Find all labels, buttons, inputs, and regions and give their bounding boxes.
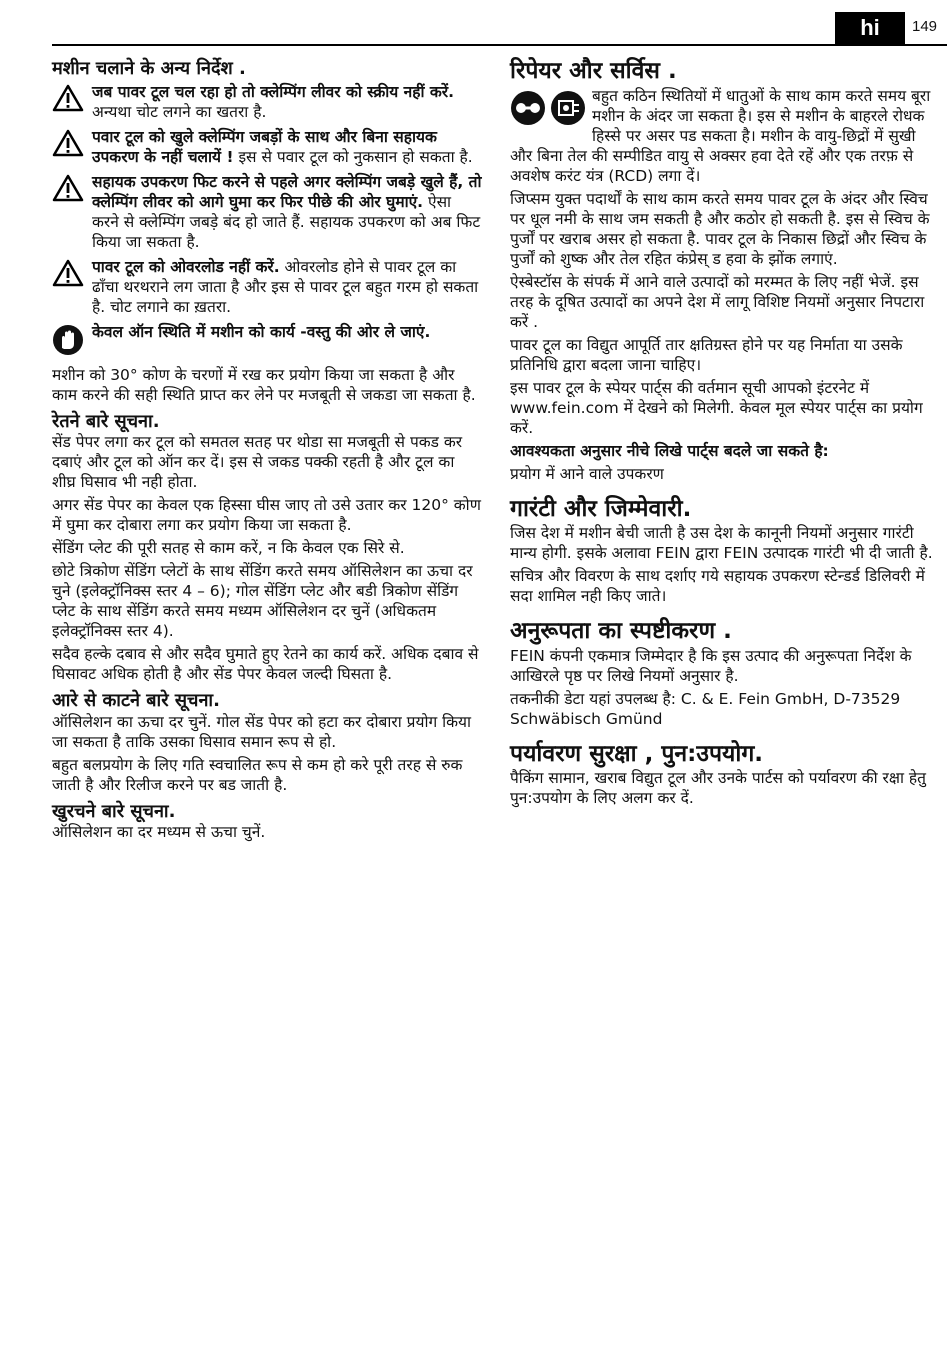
warning-text: अन्यथा चोट लगने का खतरा है. (92, 102, 267, 121)
paragraph: जिप्सम युक्त पदार्थों के साथ काम करते समय पावर टूल के अंदर और स्विच पर धूल नमी के साथ जम सकती है और कठोर हो सकती है. इस से स्विच के पुर्जों पर खराब असर हो सकता है. पावर टूल के निकास छिद्रों और स्विच के पुर्जों को शुष्क और तेल रहित कंप्रेस् ड हवा के झोंक लगाएं. (510, 189, 930, 268)
paragraph: बहुत कठिन स्थितियों में धातुओं के साथ काम करते समय बूरा मशीन के अंदर जा सकता है। इस से मशीन के बाहरले रोधक हिस्से पर असर पड सकता है। मशीन के वायु-छिद्रों में सुखी और बिना तेल की सम्पीडित वायु से अक्सर हवा देते रहें और एक तरफ़ से अवशेष करंट यंत्र (RCD) लगा दें। (510, 86, 931, 185)
section-title-sawing: आरे से काटने बारे सूचना. (52, 690, 220, 712)
right-column (510, 58, 940, 811)
paragraph: ऑसिलेशन का दर मध्यम से ऊचा चुनें. (52, 823, 266, 842)
warning-1 (52, 82, 482, 122)
paragraph: छोटे त्रिकोण सेंडिंग प्लेटों के साथ सेंडिंग करते समय ऑसिलेशन का ऊचा दर चुने (इलेक्ट्रॉनिक्स स्तर 4 – 6); गोल सेंडिंग प्लेट और बडी त्रिकोण सेंडिंग प्लेट के साथ सेंडिंग करते समय मध्यम ऑसिलेशन दर चुनें (अधिकतम इलेक्ट्रॉनिक्स स्तर 4). (52, 562, 473, 641)
section-title-environment: पर्यावरण सुरक्षा , पुन:उपयोग. (510, 740, 764, 767)
paragraph: प्रयोग में आने वाले उपकरण (510, 464, 664, 483)
warning-text: इस से पवार टूल को नुकसान हो सकता है. (233, 147, 473, 166)
left-column (52, 58, 482, 845)
warning-2 (52, 127, 482, 167)
paragraph: बहुत बलप्रयोग के लिए गति स्वचालित रूप से कम हो करे पूरी तरह से रुक जाती है और रिलीज करने पर बड जाती है. (52, 755, 463, 794)
paragraph: सचित्र और विवरण के साथ दर्शाए गये सहायक उपकरण स्टेन्डर्ड डिलिवरी में सदा शामिल नही किए जाते। (510, 567, 925, 606)
warning-bold: सहायक उपकरण फिट करने से पहले अगर क्लेम्पिंग जबड़े खुले हैं, तो क्लेम्पिंग लीवर को आगे घुमा कर फिर पीछे की ओर घुमाएं. (92, 172, 482, 211)
paragraph: ऐस्बेस्टॉस के संपर्क में आने वाले उत्पादों को मरम्मत के लिए नहीं भेजें. इस तरह के दूषित उत्पादों का अपने देश में लागू विशिष्ट नियमों अनुसार निपटारा करें . (510, 272, 925, 331)
section-title-scraping: खुरचने बारे सूचना. (52, 800, 176, 822)
instruction-gloves (52, 322, 482, 360)
warning-text: ओवरलोड होने से पावर टूल का ढाँचा थरथराने लग जाता है और इस से पावर टूल बहुत गरम हो सकता है. चोट लगाने का ख़तरा. (92, 257, 479, 316)
paragraph: पैकिंग सामान, खराब विद्युत टूल और उनके पार्टस को पर्यावरण की रक्षा हेतु पुन:उपयोग के लिए अलग कर दें. (510, 769, 926, 808)
language-tab: hi (835, 12, 905, 44)
paragraph-bold: आवश्यकता अनुसार नीचे लिखे पार्ट्स बदले जा सकते है: (510, 441, 829, 460)
paragraph: सदैव हल्के दबाव से और सदैव घुमाते हुए रेतने का कार्य करें. अधिक दबाव से घिसावट अधिक होती है और सेंड पेपर केवल जल्दी घिसता है. (52, 645, 479, 684)
header-rule (52, 44, 947, 46)
warning-triangle-icon (52, 127, 86, 167)
section-title-operating: मशीन चलाने के अन्य निर्देश . (52, 58, 246, 79)
paragraph: इस पावर टूल के स्पेयर पार्ट्स की वर्तमान सूची आपको इंटरनेट में www.fein.com में देखने को मिलेगी. केवल मूल स्पेयर पार्ट्स का प्रयोग करें. (510, 378, 923, 437)
rcd-plug-icon (550, 90, 586, 130)
warning-4 (52, 257, 482, 317)
paragraph: FEIN कंपनी एकमात्र जिम्मेदार है कि इस उत्पाद की अनुरूपता निर्देश के आखिरले पृष्ठ पर लिखे नियमों अनुसार है. (510, 646, 912, 685)
paragraph: पावर टूल का विद्युत आपूर्ति तार क्षतिग्रस्त होने पर यह निर्माता या उसके प्रतिनिधि द्वारा बदला जाना चाहिए। (510, 335, 903, 374)
paragraph: जिस देश में मशीन बेची जाती है उस देश के कानूनी नियमों अनुसार गारंटी मान्य होगी. इसके अलावा FEIN द्वारा FEIN उत्पादक गारंटी भी दी जाती है. (510, 524, 933, 563)
warning-triangle-icon (52, 82, 86, 122)
paragraph: अगर सेंड पेपर का केवल एक हिस्सा घीस जाए तो उसे उतार कर 120° कोण में घुमा कर दोबारा लगा कर प्रयोग किया जा सकता है. (52, 496, 481, 535)
section-title-repair: रिपेयर और सर्विस . (510, 58, 677, 84)
warning-bold: जब पावर टूल चल रहा हो तो क्लेम्पिंग लीवर को स्क्रीय नहीं करें. (92, 82, 454, 101)
page-number: 149 (912, 18, 938, 35)
paragraph: सेंडिंग प्लेट की पूरी सतह से काम करें, न कि केवल एक सिरे से. (52, 539, 405, 558)
paragraph: तकनीकी डेटा यहां उपलब्ध है: C. & E. Fein GmbH, D-73529 Schwäbisch Gmünd (510, 689, 901, 728)
section-title-conformity: अनुरूपता का स्पष्टीकरण . (510, 618, 732, 645)
protective-gloves-icon (52, 322, 86, 360)
section-title-guarantee: गारंटी और जिम्मेवारी. (510, 495, 692, 522)
eye-protection-icon (510, 90, 546, 130)
instruction-bold: केवल ऑन स्थिति में मशीन को कार्य -वस्तु की ओर ले जाएं. (92, 322, 431, 341)
paragraph: मशीन को 30° कोण के चरणों में रख कर प्रयोग किया जा सकता है और काम करने की सही स्थिति प्राप्त कर लेने पर मजबूती से जकडा जा सकता है. (52, 365, 476, 404)
section-title-sanding: रेतने बारे सूचना. (52, 410, 160, 432)
warning-text: ऐसा करने से क्लेम्पिंग जबड़े बंद हो जाते हैं. सहायक उपकरण को अब फिट किया जा सकता है. (92, 192, 481, 251)
warning-3 (52, 172, 482, 252)
warning-triangle-icon (52, 257, 86, 317)
warning-bold: पवार टूल को खुले क्लेम्पिंग जबड़ों के साथ और बिना सहायक उपकरण के नहीं चलायें ! (92, 127, 437, 166)
warning-triangle-icon (52, 172, 86, 252)
paragraph: सेंड पेपर लगा कर टूल को समतल सतह पर थोडा सा मजबूती से पकड कर दबाएं और टूल को ऑन कर दें। इस से जकड पक्की रहती है और टूल का शीघ्र घिसाव भी नही होता. (52, 433, 463, 492)
repair-icons (510, 90, 586, 130)
warning-bold: पावर टूल को ओवरलोड नहीं करें. (92, 257, 280, 276)
paragraph: ऑसिलेशन का ऊचा दर चुनें. गोल सेंड पेपर को हटा कर दोबारा प्रयोग किया जा सकता है ताकि उसका घिसाव समान रूप से हो. (52, 712, 472, 751)
